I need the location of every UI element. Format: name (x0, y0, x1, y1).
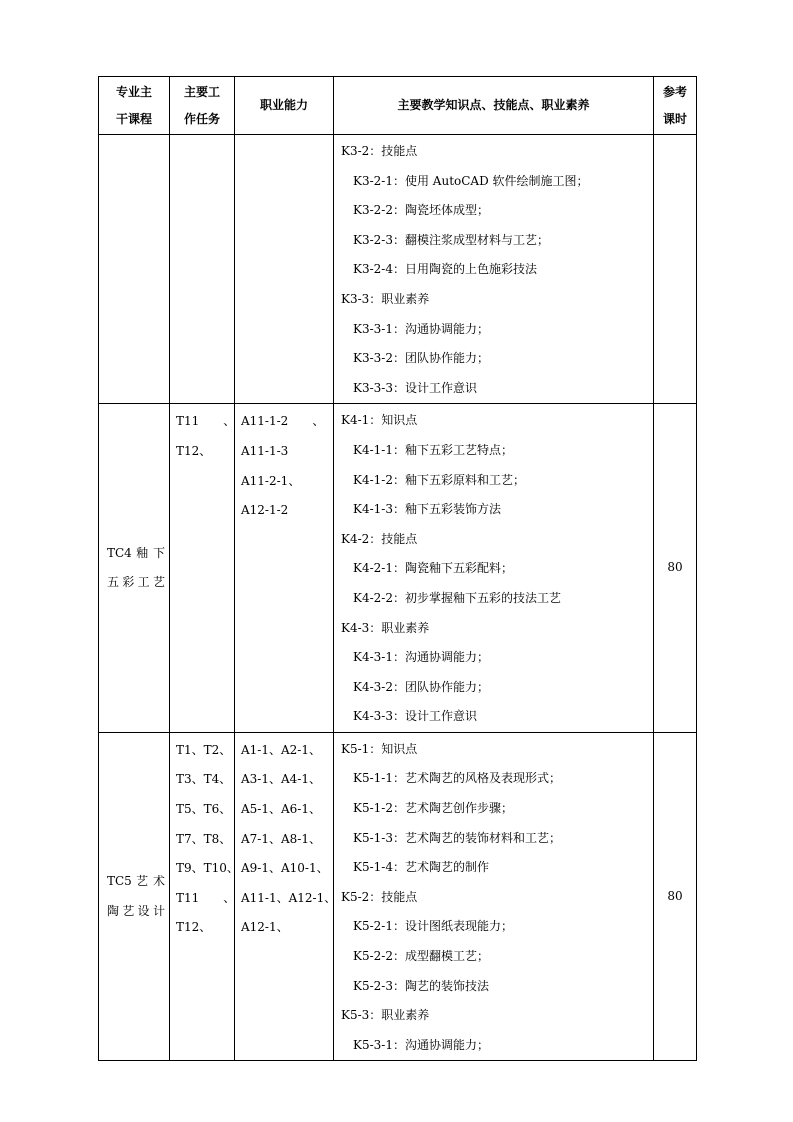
knowledge-category: K3-2：技能点 (341, 144, 418, 158)
knowledge-item: K5-1-4：艺术陶艺的制作 (353, 860, 489, 875)
knowledge-cell (334, 732, 654, 1061)
task-line: T11 、 (176, 414, 236, 429)
hours-cell: 80 (654, 404, 697, 733)
header-ability: 职业能力 (235, 77, 334, 135)
task-line: T11 、 (176, 890, 236, 905)
knowledge-category: K4-2：技能点 (341, 531, 418, 546)
task-line: T12、 (176, 920, 212, 935)
knowledge-item: K4-1-2：釉下五彩原料和工艺； (353, 472, 525, 487)
knowledge-item: K3-2-1：使用 AutoCAD 软件绘制施工图； (353, 173, 589, 188)
header-row (99, 77, 697, 135)
header-knowledge: 主要教学知识点、技能点、职业素养 (334, 77, 654, 135)
knowledge-item: K3-3-1：沟通协调能力； (353, 321, 489, 336)
ability-cell (235, 404, 334, 733)
knowledge-item: K4-1-3：釉下五彩装饰方法 (353, 502, 501, 517)
course-cell (99, 135, 170, 404)
table-row (99, 404, 697, 733)
table-row (99, 732, 697, 1061)
ability-line: A5-1、A6-1、 (241, 802, 321, 817)
knowledge-item: K5-1-1：艺术陶艺的风格及表现形式； (353, 771, 561, 786)
knowledge-item: K5-2-2：成型翻模工艺； (353, 949, 489, 964)
knowledge-item: K3-2-4：日用陶瓷的上色施彩技法 (353, 262, 537, 277)
task-line: T5、T6、 (176, 802, 232, 817)
knowledge-category: K3-3：职业素养 (341, 291, 430, 306)
knowledge-category: K4-3：职业素养 (341, 620, 430, 635)
ability-cell (235, 135, 334, 404)
knowledge-cell (334, 135, 654, 404)
knowledge-item: K4-1-1：釉下五彩工艺特点； (353, 442, 513, 457)
ability-line: A9-1、A10-1、 (241, 861, 329, 876)
knowledge-category: K4-1：知识点 (341, 413, 418, 428)
ability-line: A12-1-2 (241, 503, 289, 518)
knowledge-item: K5-2-1：设计图纸表现能力； (353, 919, 513, 934)
knowledge-item: K3-2-2：陶瓷坯体成型； (353, 203, 489, 218)
hours-cell: 80 (654, 732, 697, 1061)
knowledge-item: K3-3-2：团队协作能力； (353, 351, 489, 366)
ability-line: A12-1、 (241, 920, 289, 935)
knowledge-item: K3-3-3：设计工作意识 (353, 380, 477, 395)
header-hours: 参考 课时 (654, 77, 697, 135)
ability-line: A11-2-1、 (241, 473, 301, 488)
header-tasks: 主要工 作任务 (170, 77, 235, 135)
task-line: T1、T2、 (176, 742, 232, 757)
tasks-cell (170, 404, 235, 733)
curriculum-table (98, 76, 697, 1061)
course-name-line: 陶艺设计 (107, 903, 165, 918)
course-name-line: TC4 釉 下 (107, 545, 165, 560)
ability-line: A11-1-2 、 (241, 414, 325, 429)
knowledge-item: K5-3-1：沟通协调能力； (353, 1037, 489, 1052)
knowledge-item: K5-1-2：艺术陶艺创作步骤； (353, 801, 513, 816)
task-line: T12、 (176, 443, 212, 458)
task-line: T9、T10、 (176, 861, 239, 876)
knowledge-item: K3-2-3：翻模注浆成型材料与工艺； (353, 232, 549, 247)
ability-line: A11-1-3 (241, 443, 289, 458)
task-line: T7、T8、 (176, 831, 232, 846)
header-course: 专业主 干课程 (99, 77, 170, 135)
knowledge-item: K4-3-3：设计工作意识 (353, 709, 477, 724)
hours-cell (654, 135, 697, 404)
course-cell (99, 732, 170, 1061)
ability-cell (235, 732, 337, 1061)
course-name-line: 五彩工艺 (107, 575, 165, 590)
ability-line: A7-1、A8-1、 (241, 831, 321, 846)
ability-line: A3-1、A4-1、 (241, 772, 321, 787)
ability-line: A11-1、A12-1、 (241, 890, 337, 905)
knowledge-item: K4-2-2：初步掌握釉下五彩的技法工艺 (353, 590, 561, 605)
knowledge-item: K5-2-3：陶艺的装饰技法 (353, 978, 489, 993)
knowledge-item: K4-3-1：沟通协调能力； (353, 650, 489, 665)
knowledge-item: K4-3-2：团队协作能力； (353, 679, 489, 694)
course-cell (99, 404, 170, 733)
knowledge-cell (334, 404, 654, 733)
ability-line: A1-1、A2-1、 (241, 742, 321, 757)
task-line: T3、T4、 (176, 772, 232, 787)
knowledge-category: K5-2：技能点 (341, 889, 418, 904)
tasks-cell (170, 135, 235, 404)
knowledge-category: K5-3：职业素养 (341, 1008, 430, 1023)
knowledge-category: K5-1：知识点 (341, 741, 418, 756)
knowledge-item: K4-2-1：陶瓷釉下五彩配料； (353, 561, 513, 576)
course-name-line: TC5 艺 术 (107, 874, 165, 889)
tasks-cell (170, 732, 239, 1061)
table-row (99, 135, 697, 404)
knowledge-item: K5-1-3：艺术陶艺的装饰材料和工艺； (353, 830, 561, 845)
